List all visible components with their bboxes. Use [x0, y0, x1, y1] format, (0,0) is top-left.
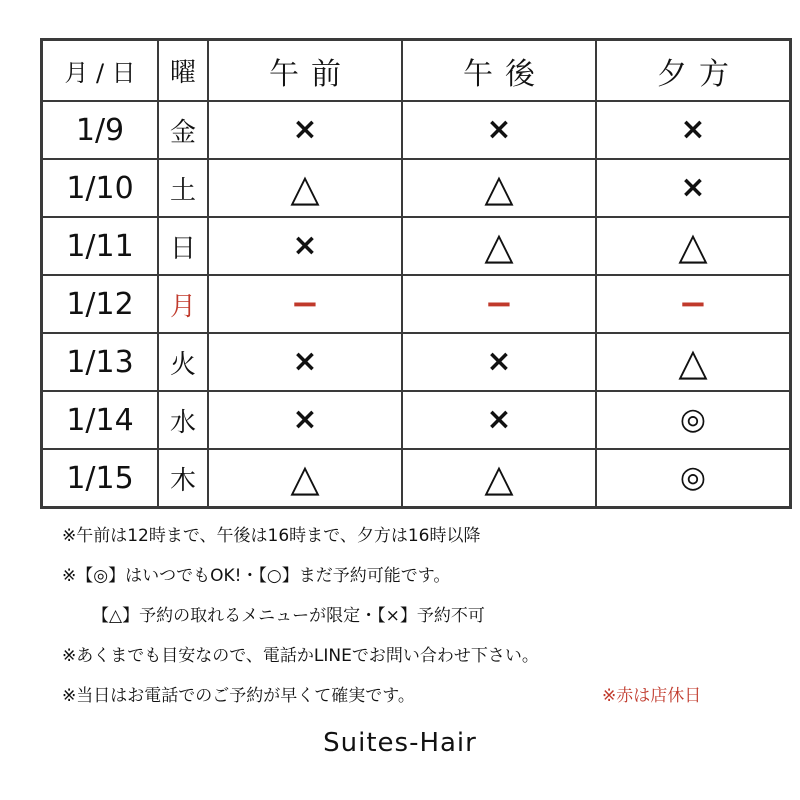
table-row [42, 391, 791, 449]
day-of-week-cell: 土 [158, 159, 208, 217]
note-same-day [62, 678, 762, 718]
header-date: 月 / 日 [42, 40, 159, 102]
morning-availability-cell: × [208, 333, 402, 391]
afternoon-availability-cell: × [402, 333, 596, 391]
evening-availability-cell: ◎ [596, 391, 791, 449]
schedule-table [40, 38, 792, 509]
date-cell: 1/15 [42, 449, 159, 508]
date-cell: 1/9 [42, 101, 159, 159]
note-legend-limited: 【△】予約の取れるメニューが限定・【×】予約不可 [92, 606, 485, 626]
closed-day-note: ※赤は店休日 [602, 686, 702, 706]
brand-name: Suites-Hair [323, 728, 477, 758]
evening-availability-cell: × [596, 101, 791, 159]
table-row [42, 159, 791, 217]
day-of-week-cell: 水 [158, 391, 208, 449]
day-of-week-cell: 日 [158, 217, 208, 275]
afternoon-availability-cell: × [402, 101, 596, 159]
note-legend-available: ※【◎】はいつでもOK!・【○】まだ予約可能です。 [62, 566, 451, 586]
morning-availability-cell: − [208, 275, 402, 333]
header-evening: 夕方 [596, 40, 791, 102]
table-row [42, 101, 791, 159]
day-of-week-cell: 金 [158, 101, 208, 159]
note-hours: ※午前は12時まで、午後は16時まで、夕方は16時以降 [62, 526, 481, 546]
table-row [42, 217, 791, 275]
day-of-week-cell: 月 [158, 275, 208, 333]
afternoon-availability-cell: − [402, 275, 596, 333]
afternoon-availability-cell: × [402, 391, 596, 449]
morning-availability-cell: × [208, 101, 402, 159]
header-day-of-week: 曜 [158, 40, 208, 102]
header-afternoon: 午後 [402, 40, 596, 102]
afternoon-availability-cell: △ [402, 449, 596, 508]
evening-availability-cell: △ [596, 333, 791, 391]
evening-availability-cell: × [596, 159, 791, 217]
table-row [42, 449, 791, 508]
evening-availability-cell: △ [596, 217, 791, 275]
afternoon-availability-cell: △ [402, 159, 596, 217]
morning-availability-cell: × [208, 217, 402, 275]
day-of-week-cell: 木 [158, 449, 208, 508]
afternoon-availability-cell: △ [402, 217, 596, 275]
note-contact: ※あくまでも目安なので、電話かLINEでお問い合わせ下さい。 [62, 646, 539, 666]
evening-availability-cell: ◎ [596, 449, 791, 508]
date-cell: 1/14 [42, 391, 159, 449]
morning-availability-cell: △ [208, 159, 402, 217]
header-morning: 午前 [208, 40, 402, 102]
morning-availability-cell: × [208, 391, 402, 449]
morning-availability-cell: △ [208, 449, 402, 508]
day-of-week-cell: 火 [158, 333, 208, 391]
date-cell: 1/12 [42, 275, 159, 333]
date-cell: 1/11 [42, 217, 159, 275]
evening-availability-cell: − [596, 275, 791, 333]
header-row [42, 40, 791, 102]
notes [62, 518, 762, 718]
note-same-day-text: ※当日はお電話でのご予約が早くて確実です。 [62, 686, 415, 706]
table-row [42, 333, 791, 391]
date-cell: 1/13 [42, 333, 159, 391]
date-cell: 1/10 [42, 159, 159, 217]
table-row [42, 275, 791, 333]
schedule-body [42, 101, 791, 508]
